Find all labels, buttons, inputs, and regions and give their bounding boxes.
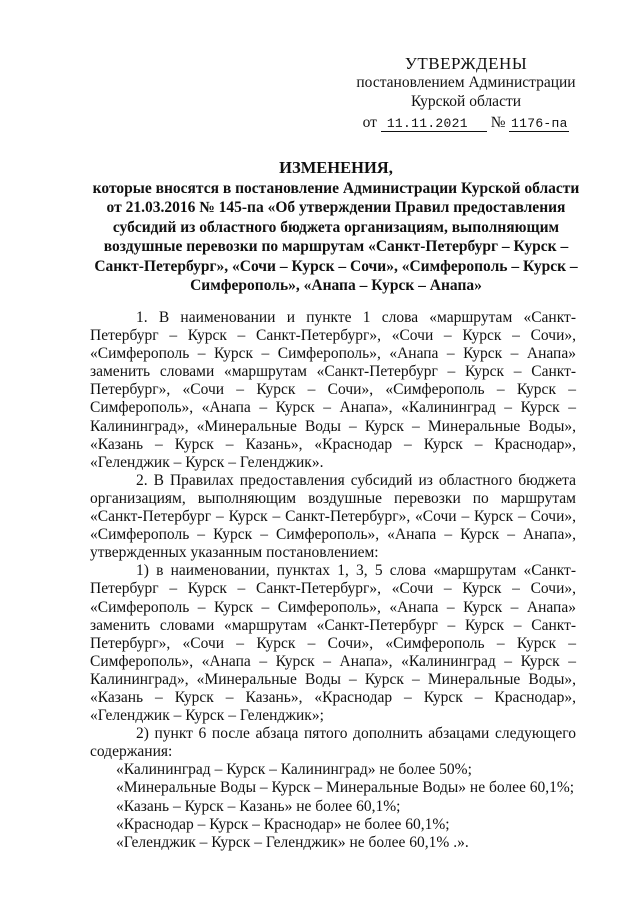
heading-line: субсидий из областного бюджета организациям, выполняющим: [112, 218, 560, 236]
number-value: 1176-па: [511, 116, 568, 131]
approval-stamp: [346, 54, 586, 132]
date-prefix: от: [362, 114, 377, 131]
approval-line-2: Курской области: [410, 93, 522, 110]
list-item: «Калининград – Курск – Калининград» не более 50%;: [116, 761, 472, 779]
paragraph-4: 2) пункт 6 после абзаца пятого дополнить абзацами следующего содержания:: [90, 725, 576, 761]
heading-title: ИЗМЕНЕНИЯ,: [279, 158, 393, 177]
document-body: [90, 309, 576, 852]
approval-title: УТВЕРЖДЕНЫ: [404, 54, 528, 73]
number-prefix: №: [490, 114, 506, 131]
paragraph-3: 1) в наименовании, пунктах 1, 3, 5 слова «маршрутам «Санкт-Петербург – Курск – Санкт-Петербург», «Сочи – Курск – Сочи», «Симферополь – Курск – Симферополь», «Анапа – Курск – Анапа» заменить словами «маршрутам «Санкт-Петербург – Курск – Санкт-Петербург», «Сочи – Курск – Сочи», «Симферополь – Курск – Симферополь», «Анапа – Курск – Анапа», «Калининград – Курск – Калининград», «Минеральные Воды – Курск – Минеральные Воды», «Казань – Курск – Казань», «Краснодар – Курск – Краснодар», «Геленджик – Курск – Геленджик»;: [90, 562, 576, 725]
heading-line: Симферополь», «Анапа – Курск – Анапа»: [190, 277, 482, 294]
paragraph-1: 1. В наименовании и пункте 1 слова «маршрутам «Санкт-Петербург – Курск – Санкт-Петербург», «Сочи – Курск – Сочи», «Симферополь – Курск – Симферополь», «Анапа – Курск – Анапа» заменить словами «маршрутам «Санкт-Петербург – Курск – Санкт-Петербург», «Сочи – Курск – Сочи», «Симферополь – Курск – Симферополь», «Анапа – Курск – Анапа», «Калининград – Курск – Калининград», «Минеральные Воды – Курск – Минеральные Воды», «Казань – Курск – Казань», «Краснодар – Курск – Краснодар», «Геленджик – Курск – Геленджик».: [90, 309, 576, 471]
approval-line-1: постановлением Администрации: [356, 74, 576, 91]
heading-line: Санкт-Петербург», «Сочи – Курск – Сочи», «Симферополь – Курск –: [94, 257, 578, 275]
heading-line: воздушные перевозки по маршрутам «Санкт-Петербург – Курск –: [103, 238, 569, 255]
document-heading: [86, 158, 586, 296]
heading-line: которые вносятся в постановление Администрации Курской области: [92, 179, 580, 197]
heading-line: от 21.03.2016 № 145-па «Об утверждении Правил предоставления: [106, 199, 566, 216]
date-value: 11.11.2021: [381, 117, 487, 132]
paragraph-2: 2. В Правилах предоставления субсидий из областного бюджета организациям, выполняющим воздушные перевозки по маршрутам «Санкт-Петербург – Курск – Санкт-Петербург», «Сочи – Курск – Сочи», «Симферополь – Курск – Симферополь», «Анапа – Курск – Анапа», утвержденных указанным постановлением:: [90, 471, 576, 562]
list-item: «Минеральные Воды – Курск – Минеральные Воды» не более 60,1%;: [116, 779, 575, 797]
list-item: «Геленджик – Курск – Геленджик» не более 60,1% .».: [116, 833, 469, 851]
list-item: «Краснодар – Курск – Краснодар» не более 60,1%;: [116, 815, 450, 833]
approval-date-row: [346, 113, 586, 132]
list-item: «Казань – Курск – Казань» не более 60,1%;: [116, 797, 401, 815]
